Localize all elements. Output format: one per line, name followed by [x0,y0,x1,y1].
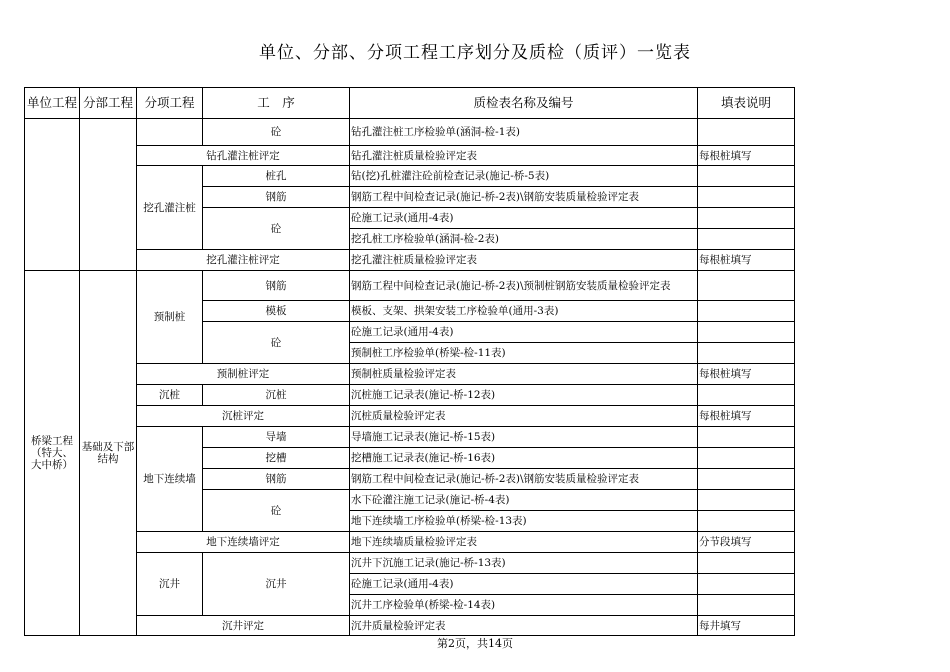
form-cell: 沉井质量检验评定表 [350,616,698,636]
table-row [25,385,795,406]
part-cell-blank [80,119,137,271]
table-row [25,427,795,448]
evaluation-cell: 地下连续墙评定 [137,532,350,553]
note-cell [698,595,795,616]
note-cell: 每根桩填写 [698,406,795,427]
item-cell: 挖孔灌注桩 [137,166,203,250]
note-cell [698,343,795,364]
note-cell [698,208,795,229]
form-cell: 地下连续墙质量检验评定表 [350,532,698,553]
note-cell: 分节段填写 [698,532,795,553]
table-row [25,406,795,427]
process-cell: 砼 [203,490,350,532]
unit-cell: 桥梁工程（特大、大中桥） [25,271,80,636]
note-cell [698,229,795,250]
process-cell: 钢筋 [203,187,350,208]
form-cell: 挖孔灌注桩质量检验评定表 [350,250,698,271]
form-cell: 挖孔桩工序检验单(涵洞-检-2表) [350,229,698,250]
note-cell: 每井填写 [698,616,795,636]
note-cell [698,553,795,574]
form-cell: 钢筋工程中间检查记录(施记-桥-2表)\钢筋安装质量检验评定表 [350,469,698,490]
note-cell [698,166,795,187]
note-cell [698,187,795,208]
form-cell: 预制桩质量检验评定表 [350,364,698,385]
item-cell: 预制桩 [137,271,203,364]
process-cell: 砼 [203,208,350,250]
process-cell: 沉井 [203,553,350,616]
form-cell: 模板、支架、拱架安装工序检验单(通用-3表) [350,301,698,322]
form-cell: 钻孔灌注桩质量检验评定表 [350,146,698,166]
evaluation-cell: 挖孔灌注桩评定 [137,250,350,271]
table-row [25,553,795,574]
note-cell [698,448,795,469]
part-cell: 基础及下部结构 [80,271,137,636]
item-cell: 地下连续墙 [137,427,203,532]
table-row [25,166,795,187]
process-cell: 桩孔 [203,166,350,187]
form-cell: 钻孔灌注桩工序检验单(涵洞-检-1表) [350,119,698,146]
table-row [25,616,795,636]
header-part: 分部工程 [80,88,137,119]
page-footer: 第2页，共14页 [437,637,513,650]
table-row [25,271,795,301]
form-cell: 砼施工记录(通用-4表) [350,574,698,595]
header-form: 质检表名称及编号 [350,88,698,119]
note-cell [698,322,795,343]
note-cell [698,301,795,322]
evaluation-cell: 沉桩评定 [137,406,350,427]
item-cell: 沉桩 [137,385,203,406]
table-row [25,250,795,271]
page-title: 单位、分部、分项工程工序划分及质检（质评）一览表 [259,43,691,63]
note-cell [698,271,795,301]
form-cell: 地下连续墙工序检验单(桥梁-检-13表) [350,511,698,532]
note-cell [698,574,795,595]
process-cell: 模板 [203,301,350,322]
form-cell: 挖槽施工记录表(施记-桥-16表) [350,448,698,469]
form-cell: 水下砼灌注施工记录(施记-桥-4表) [350,490,698,511]
form-cell: 钢筋工程中间检查记录(施记-桥-2表)\预制桩钢筋安装质量检验评定表 [350,271,698,301]
form-cell: 沉桩质量检验评定表 [350,406,698,427]
header-process: 工 序 [203,88,350,119]
evaluation-cell: 预制桩评定 [137,364,350,385]
table-header-row [25,88,795,119]
inspection-table [24,87,795,636]
header-item: 分项工程 [137,88,203,119]
process-cell: 钢筋 [203,271,350,301]
process-cell: 钢筋 [203,469,350,490]
form-cell: 钢筋工程中间检查记录(施记-桥-2表)\钢筋安装质量检验评定表 [350,187,698,208]
note-cell [698,119,795,146]
note-cell [698,511,795,532]
item-cell: 沉井 [137,553,203,616]
process-cell: 砼 [203,119,350,146]
note-cell [698,469,795,490]
form-cell: 沉井下沉施工记录(施记-桥-13表) [350,553,698,574]
form-cell: 钻(挖)孔桩灌注砼前检查记录(施记-桥-5表) [350,166,698,187]
form-cell: 沉桩施工记录表(施记-桥-12表) [350,385,698,406]
process-cell: 沉桩 [203,385,350,406]
form-cell: 砼施工记录(通用-4表) [350,208,698,229]
form-cell: 预制桩工序检验单(桥梁-检-11表) [350,343,698,364]
form-cell: 砼施工记录(通用-4表) [350,322,698,343]
note-cell: 每根桩填写 [698,146,795,166]
header-unit: 单位工程 [25,88,80,119]
note-cell: 每根桩填写 [698,364,795,385]
evaluation-cell: 沉井评定 [137,616,350,636]
table-row [25,146,795,166]
unit-cell-blank [25,119,80,271]
note-cell [698,385,795,406]
table-row [25,364,795,385]
process-cell: 砼 [203,322,350,364]
table-row [25,532,795,553]
note-cell [698,490,795,511]
note-cell [698,427,795,448]
process-cell: 导墙 [203,427,350,448]
note-cell: 每根桩填写 [698,250,795,271]
header-note: 填表说明 [698,88,795,119]
form-cell: 导墙施工记录表(施记-桥-15表) [350,427,698,448]
item-cell-blank [137,119,203,146]
form-cell: 沉井工序检验单(桥梁-检-14表) [350,595,698,616]
table-row [25,119,795,146]
process-cell: 挖槽 [203,448,350,469]
evaluation-cell: 钻孔灌注桩评定 [137,146,350,166]
